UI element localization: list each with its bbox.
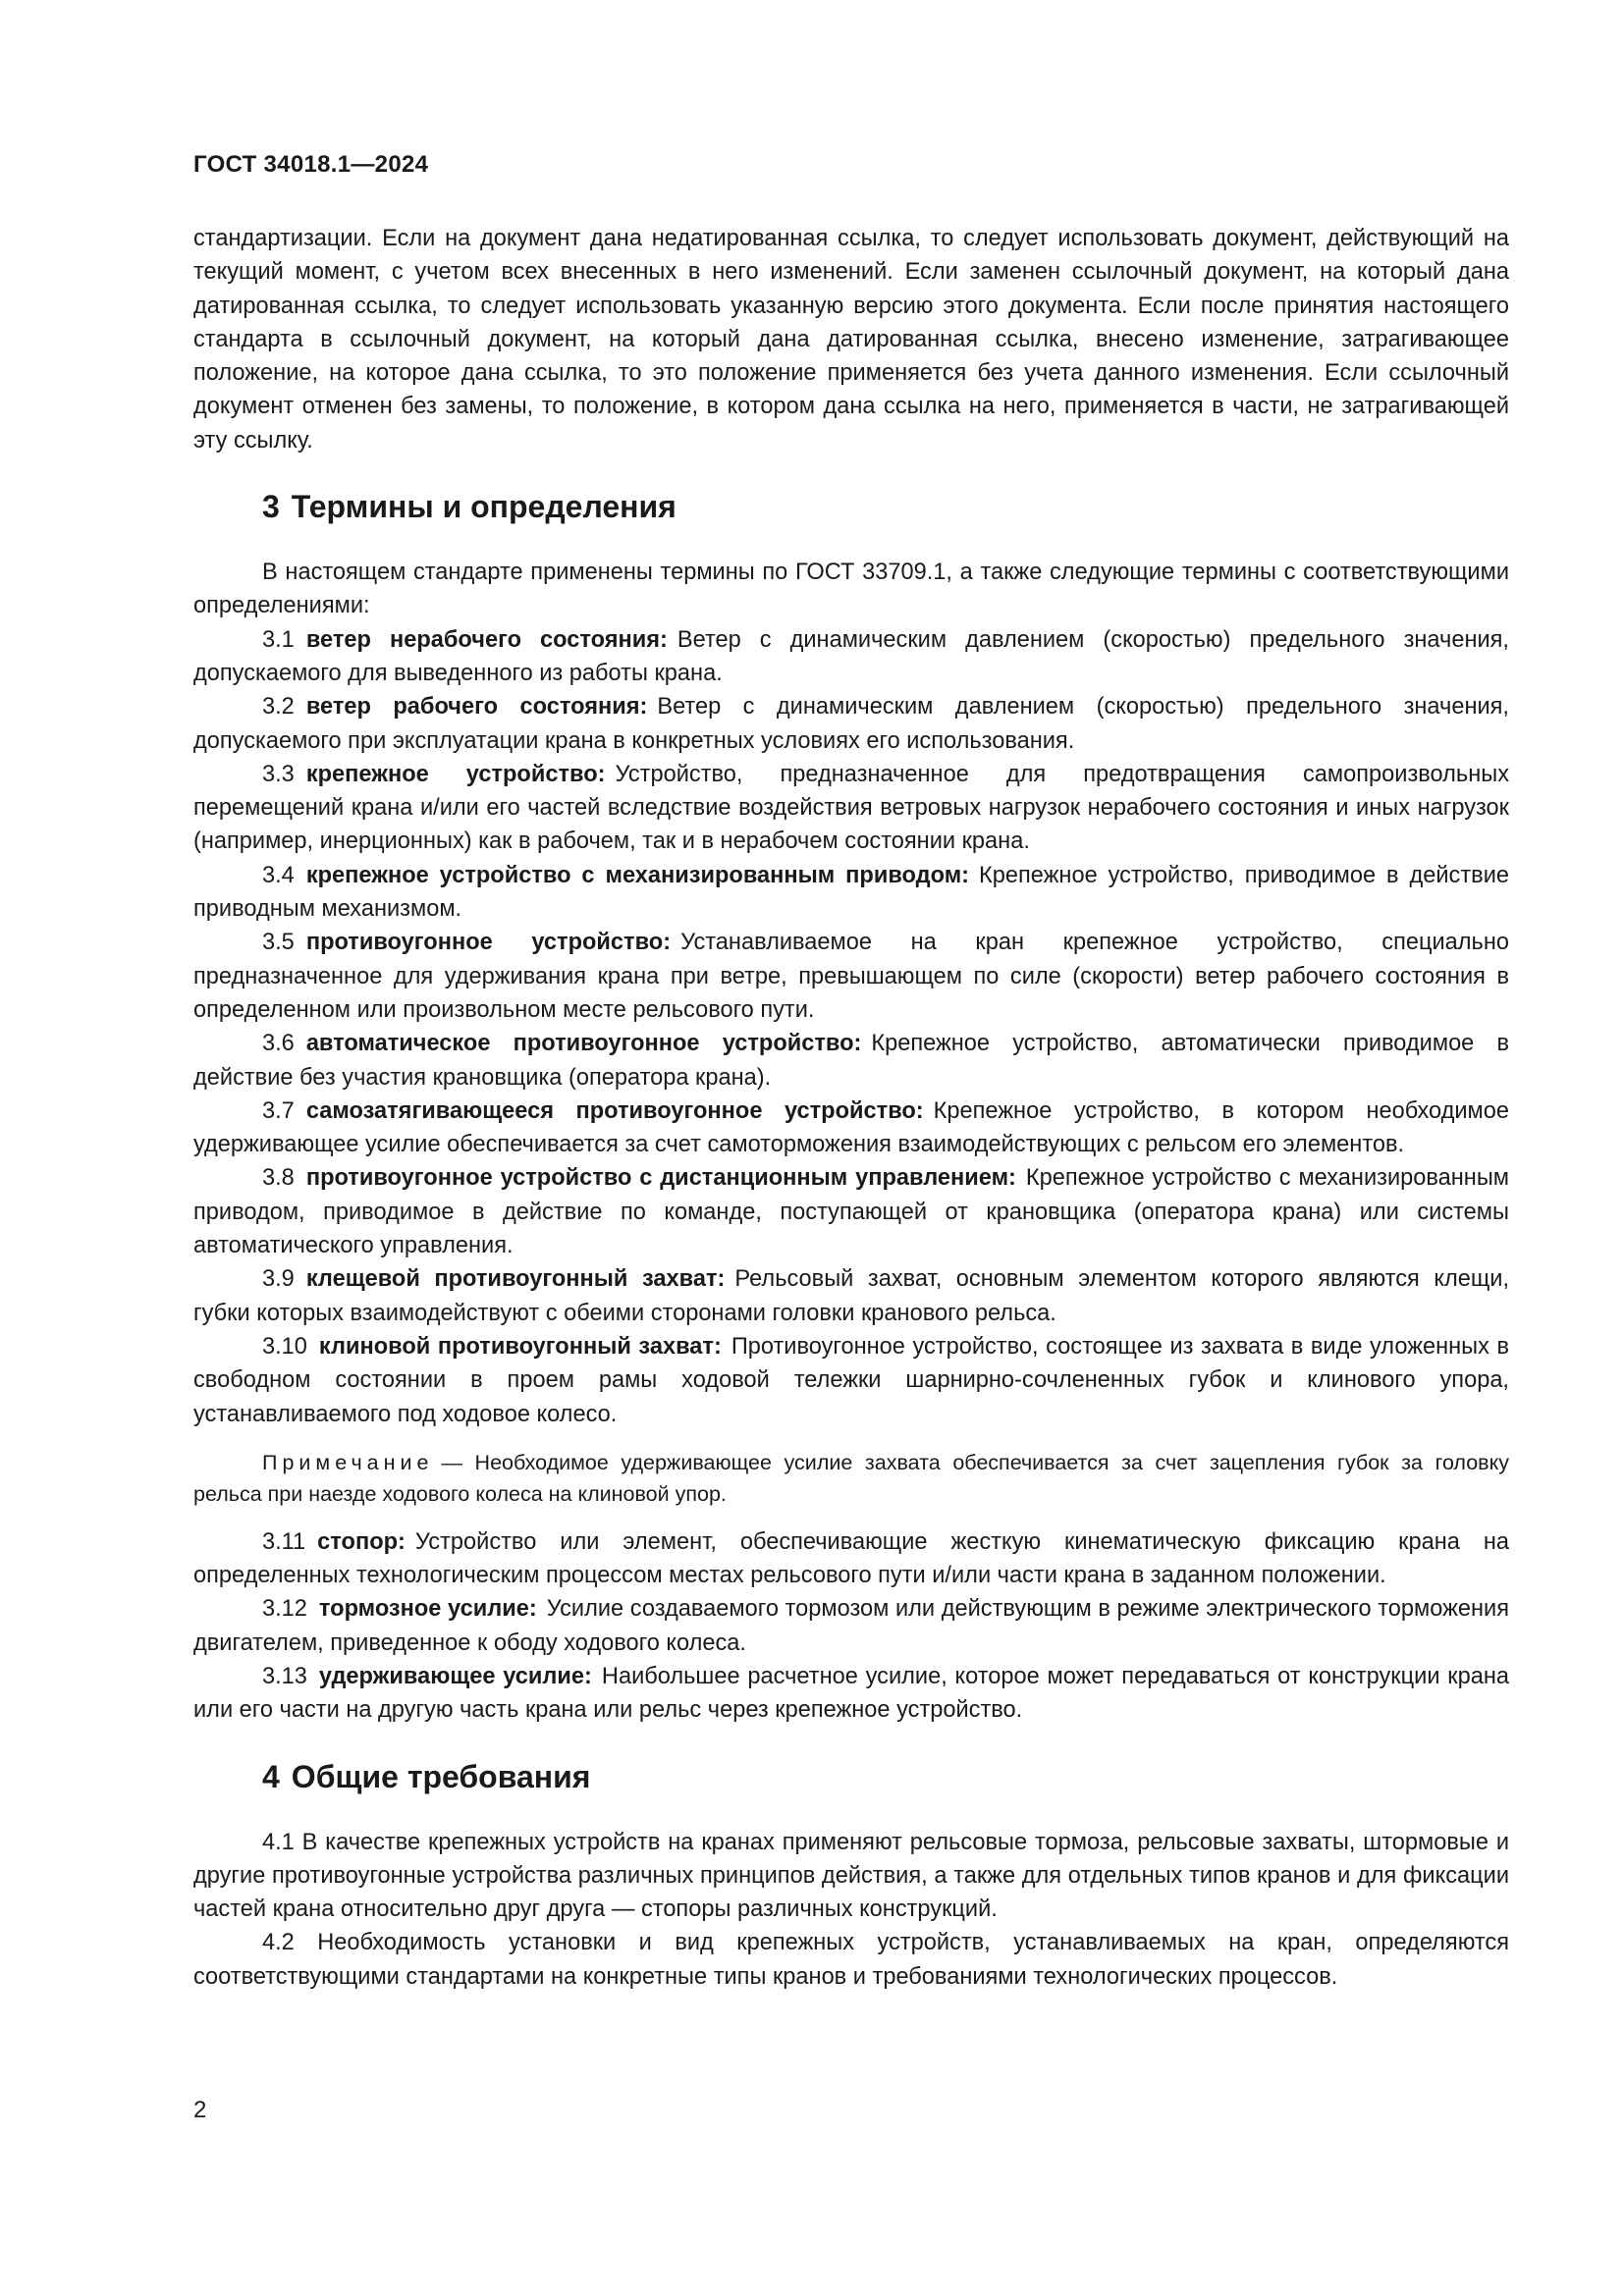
term-3-2: 3.2 ветер рабочего состояния: Ветер с динамическим давлением (скоростью) предельного значения, допускаемого при эксплуатации крана в конкретных условиях его использования. [193,694,1509,754]
section-4-title: Общие требования [291,1758,591,1794]
document-code-header: ГОСТ 34018.1—2024 [193,151,429,178]
term-3-13: 3.13 удерживающее усилие: Наибольшее расчетное усилие, которое может передаваться от конструкции крана или его части на другую часть крана или рельс через крепежное устройство. [193,1663,1509,1724]
paragraph-4-1: 4.1 В качестве крепежных устройств на кранах применяют рельсовые тормоза, рельсовые захваты, штормовые и другие противоугонные устройства различных принципов действия, а также для отдельных типов кранов и для фиксации частей крана относительно друг друга — стопоры различных конструкций. [193,1829,1509,1923]
term-3-3: 3.3 крепежное устройство: Устройство, предназначенное для предотвращения самопроизвольных перемещений крана и/или его частей вследствие воздействия ветровых нагрузок нерабочего состояния и иных нагрузок (например, инерционных) как в рабочем, так и в нерабочем состоянии крана. [193,761,1509,855]
section-3-number: 3 [262,489,280,525]
term-3-8: 3.8 противоугонное устройство с дистанционным управлением: Крепежное устройство с механизированным приводом, приводимое в действие по команде, поступающей от крановщика (оператора крана) или системы автоматического управления. [193,1165,1509,1259]
note-label: Примечание [262,1450,434,1474]
intro-paragraph: стандартизации. Если на документ дана недатированная ссылка, то следует использовать документ, действующий на текущий момент, с учетом всех внесенных в него изменений. Если заменен ссылочный документ, на который дана датированная ссылка, то следует использовать указанную версию этого документа. Если после принятия настоящего стандарта в ссылочный документ, на который дана датированная ссылка, внесено изменение, затрагивающее положение, на которое дана ссылка, то это положение применяется без учета данного изменения. Если ссылочный документ отменен без замены, то положение, в котором дана ссылка на него, применяется в части, не затрагивающей эту ссылку. [193,226,1509,454]
term-3-6: 3.6 автоматическое противоугонное устройство: Крепежное устройство, автоматически приводимое в действие без участия крановщика (оператора крана). [193,1031,1509,1091]
paragraph-4-2: 4.2 Необходимость установки и вид крепежных устройств, устанавливаемых на кран, определяются соответствующими стандартами на конкретные типы кранов и требованиями технологических процессов. [193,1930,1509,1990]
term-3-9: 3.9 клещевой противоугонный захват: Рельсовый захват, основным элементом которого являются клещи, губки которых взаимодействуют с обеими сторонами головки кранового рельса. [193,1266,1509,1326]
term-3-11: 3.11 стопор: Устройство или элемент, обеспечивающие жесткую кинематическую фиксацию крана на определенных технологическим процессом местах рельсового пути и/или части крана в заданном положении. [193,1528,1509,1589]
section-4-heading [262,1757,1509,1796]
term-note [193,1447,1509,1510]
term-3-12: 3.12 тормозное усилие: Усилие создаваемого тормозом или действующим в режиме электрического торможения двигателем, приведенное к ободу ходового колеса. [193,1596,1509,1656]
term-3-4: 3.4 крепежное устройство с механизированным приводом: Крепежное устройство, приводимое в действие приводным механизмом. [193,862,1509,923]
section-3-lead: В настоящем стандарте применены термины по ГОСТ 33709.1, а также следующие термины с соответствующими определениями: [193,560,1509,619]
section-3-title: Термины и определения [291,489,677,525]
term-3-5: 3.5 противоугонное устройство: Устанавливаемое на кран крепежное устройство, специально предназначенное для удерживания крана при ветре, превышающем по силе (скорости) ветер рабочего состояния в определенном или произвольном месте рельсового пути. [193,930,1509,1023]
term-3-7: 3.7 самозатягивающееся противоугонное устройство: Крепежное устройство, в котором необходимое удерживающее усилие обеспечивается за счет самоторможения взаимодействующих с рельсом его элементов. [193,1097,1509,1158]
section-4-number: 4 [262,1758,280,1794]
section-3-heading [262,487,1509,526]
page-number: 2 [193,2097,207,2123]
term-3-10: 3.10 клиновой противоугонный захват: Противоугонное устройство, состоящее из захвата в виде уложенных в свободном состоянии в проем рамы ходовой тележки шарнирно-сочлененных губок и клинового упора, устанавливаемого под ходовое колесо. [193,1333,1509,1427]
term-3-1: 3.1 ветер нерабочего состояния: Ветер с динамическим давлением (скоростью) предельного значения, допускаемого для выведенного из работы крана. [193,626,1509,686]
page-content [193,222,1509,1994]
note-text: — Необходимое удерживающее усилие захвата обеспечивается за счет зацепления губок за головку рельса при наезде ходового колеса на клиновой упор. [193,1450,1509,1506]
